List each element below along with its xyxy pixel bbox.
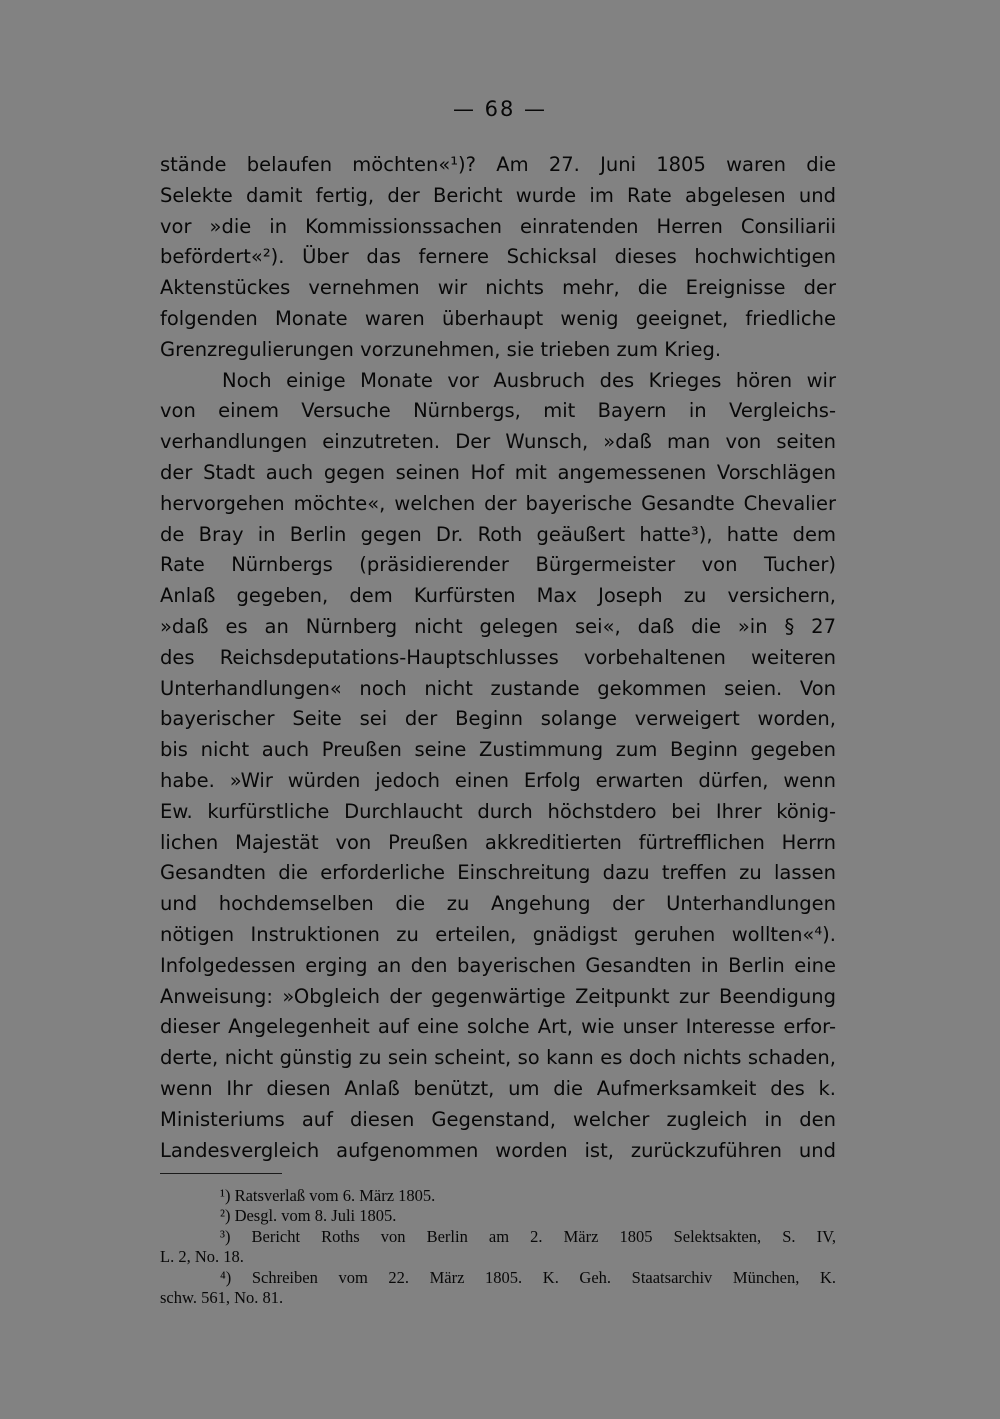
text-line: Ministeriums auf diesen Gegenstand, welcher zugleich in den — [160, 1107, 836, 1131]
text-line: de Bray in Berlin gegen Dr. Roth geäußert hatte³), hatte dem — [160, 522, 836, 546]
text-line: stände belaufen möchten«¹)? Am 27. Juni 1805 waren die — [160, 153, 836, 176]
text-line: Ew. kurfürstliche Durchlaucht durch höchstdero bei Ihrer könig- — [160, 799, 836, 823]
text-line: Aktenstückes vernehmen wir nichts mehr, die Ereignisse der — [160, 276, 836, 300]
page-number: — 68 — — [452, 97, 548, 121]
text-line: bis nicht auch Preußen seine Zustimmung zum Beginn gegeben — [160, 738, 836, 762]
footnote: ⁴) Schreiben vom 22. März 1805. K. Geh. Staatsarchiv München, K. — [220, 1267, 836, 1287]
footnote-continuation: L. 2, No. 18. — [160, 1247, 244, 1267]
text-line: lichen Majestät von Preußen akkreditierten fürtrefflichen Herrn — [160, 830, 836, 854]
text-line: Gesandten die erforderliche Einschreitung dazu treffen zu lassen — [160, 861, 836, 885]
paragraph-start-line: Noch einige Monate vor Ausbruch des Krieges hören wir — [222, 368, 836, 392]
text-line: bayerischer Seite sei der Beginn solange verweigert worden, — [160, 707, 836, 731]
footnote: ²) Desgl. vom 8. Juli 1805. — [220, 1206, 397, 1226]
text-line: Rate Nürnbergs (präsidierender Bürgermeister von Tucher) — [160, 553, 836, 577]
text-line: Selekte damit fertig, der Bericht wurde im Rate abgelesen und — [160, 183, 836, 207]
text-line: Infolgedessen erging an den bayerischen Gesandten in Berlin eine — [160, 953, 836, 977]
text-line: »daß es an Nürnberg nicht gelegen sei«, daß die »in § 27 — [160, 614, 836, 638]
footnotes — [160, 1186, 836, 1308]
body-text — [160, 150, 836, 1166]
text-line: habe. »Wir würden jedoch einen Erfolg erwarten dürfen, wenn — [160, 768, 836, 792]
text-line: der Stadt auch gegen seinen Hof mit angemessenen Vorschlägen — [160, 460, 836, 484]
text-line: Unterhandlungen« noch nicht zustande gekommen seien. Von — [160, 676, 836, 700]
text-line: Anweisung: »Obgleich der gegenwärtige Zeitpunkt zur Beendigung — [160, 984, 836, 1008]
text-line: Grenzregulierungen vorzunehmen, sie trieben zum Krieg. — [160, 337, 722, 361]
text-line: und hochdemselben die zu Angehung der Unterhandlungen — [160, 892, 836, 916]
text-line: verhandlungen einzutreten. Der Wunsch, »daß man von seiten — [160, 430, 836, 454]
footnote-divider — [160, 1173, 282, 1174]
text-line: befördert«²). Über das fernere Schicksal dieses hochwichtigen — [160, 245, 836, 269]
text-line: Landesvergleich aufgenommen worden ist, zurückzuführen und — [160, 1138, 836, 1162]
text-line: nötigen Instruktionen zu erteilen, gnädigst geruhen wollten«⁴). — [160, 922, 836, 946]
text-line: des Reichsdeputations-Hauptschlusses vorbehaltenen weiteren — [160, 645, 836, 669]
footnote-continuation: schw. 561, No. 81. — [160, 1287, 284, 1307]
text-line: dieser Angelegenheit auf eine solche Art, wie unser Interesse erfor- — [160, 1015, 836, 1039]
footnote: ¹) Ratsverlaß vom 6. März 1805. — [220, 1186, 436, 1205]
text-line: vor »die in Kommissionssachen einratenden Herren Consiliarii — [160, 214, 836, 238]
text-line: derte, nicht günstig zu sein scheint, so kann es doch nichts schaden, — [160, 1046, 836, 1070]
text-line: folgenden Monate waren überhaupt wenig geeignet, friedliche — [160, 306, 836, 330]
text-line: hervorgehen möchte«, welchen der bayerische Gesandte Chevalier — [160, 491, 836, 515]
footnote: ³) Bericht Roths von Berlin am 2. März 1805 Selektsakten, S. IV, — [220, 1226, 836, 1246]
text-line: wenn Ihr diesen Anlaß benützt, um die Aufmerksamkeit des k. — [160, 1076, 836, 1100]
text-line: von einem Versuche Nürnbergs, mit Bayern in Vergleichs- — [160, 399, 836, 423]
text-line: Anlaß gegeben, dem Kurfürsten Max Joseph zu versichern, — [160, 584, 836, 608]
